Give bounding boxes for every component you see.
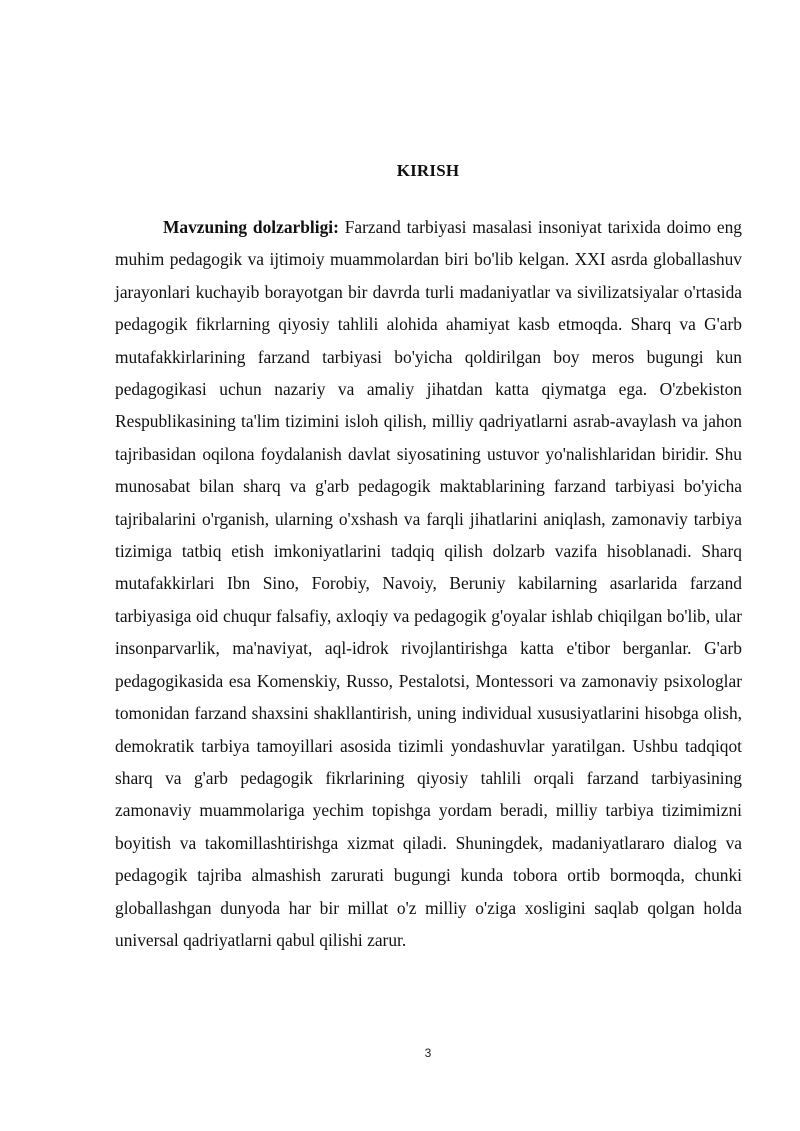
page-number: 3 bbox=[424, 1046, 432, 1060]
paragraph-lead: Mavzuning dolzarbligi: bbox=[163, 217, 339, 237]
intro-paragraph bbox=[115, 211, 742, 956]
section-heading: KIRISH bbox=[396, 161, 460, 180]
paragraph-text: Farzand tarbiyasi masalasi insoniyat tarixida doimo eng muhim pedagogik va ijtimoiy muammolardan biri bo'lib kelgan. XXI asrda globallashuv jarayonlari kuchayib borayotgan bir davrda turli madaniyatlar va sivilizatsiyalar o'rtasida pedagogik fikrlarning qiyosiy tahlili alohida ahamiyat kasb etmoqda. Sharq va G'arb mutafakkirlarining farzand tarbiyasi bo'yicha qoldirilgan boy meros bugungi kun pedagogikasi uchun nazariy va amaliy jihatdan katta qiymatga ega. O'zbekiston Respublikasining ta'lim tizimini isloh qilish, milliy qadriyatlarni asrab-avaylash va jahon tajribasidan oqilona foydalanish davlat siyosatining ustuvor yo'nalishlaridan biridir. Shu munosabat bilan sharq va g'arb pedagogik maktablarining farzand tarbiyasi bo'yicha tajribalarini o'rganish, ularning o'xshash va farqli jihatlarini aniqlash, zamonaviy tarbiya tizimiga tatbiq etish imkoniyatlarini tadqiq qilish dolzarb vazifa hisoblanadi. Sharq mutafakkirlari Ibn Sino, Forobiy, Navoiy, Beruniy kabilarning asarlarida farzand tarbiyasiga oid chuqur falsafiy, axloqiy va pedagogik g'oyalar ishlab chiqilgan bo'lib, ular insonparvarlik, ma'naviyat, aql-idrok rivojlantirishga katta e'tibor berganlar. G'arb pedagogikasida esa Komenskiy, Russo, Pestalotsi, Montessori va zamonaviy psixologlar tomonidan farzand shaxsini shakllantirish, uning individual xususiyatlarini hisobga olish, demokratik tarbiya tamoyillari asosida tizimli yondashuvlar yaratilgan. Ushbu tadqiqot sharq va g'arb pedagogik fikrlarining qiyosiy tahlili orqali farzand tarbiyasining zamonaviy muammolariga yechim topishga yordam beradi, milliy tarbiya tizimimizni boyitish va takomillashtirishga xizmat qiladi. Shuningdek, madaniyatlararo dialog va pedagogik tajriba almashish zarurati bugungi kunda tobora ortib bormoqda, chunki globallashgan dunyoda har bir millat o'z milliy o'ziga xosligini saqlab qolgan holda universal qadriyatlarni qabul qilishi zarur. bbox=[115, 217, 742, 950]
